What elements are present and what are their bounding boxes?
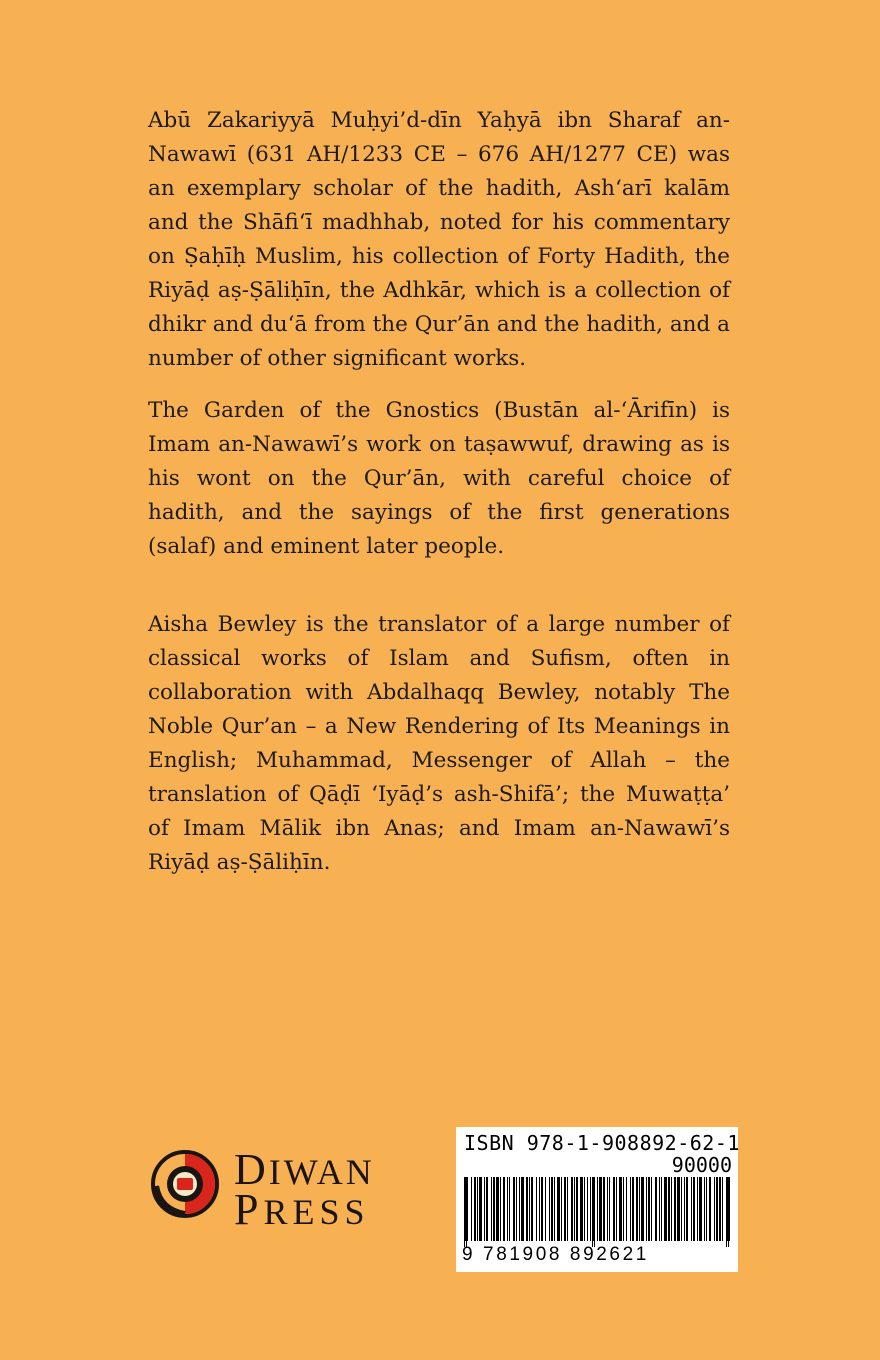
barcode-bar	[603, 1177, 605, 1241]
barcode-label	[456, 1127, 738, 1272]
barcode-bar	[587, 1177, 588, 1241]
barcode-bar	[599, 1177, 602, 1241]
publisher-logo	[150, 1140, 410, 1240]
barcode-bar	[706, 1177, 707, 1241]
barcode-bar	[529, 1177, 530, 1241]
barcode-bar	[636, 1177, 638, 1241]
barcode-bar	[639, 1177, 640, 1241]
barcode-bar	[729, 1177, 730, 1241]
barcode-bar	[539, 1177, 540, 1241]
barcode-bar	[561, 1177, 562, 1241]
barcode-bar	[632, 1177, 634, 1241]
barcode-bar	[684, 1177, 685, 1241]
barcode-bar	[693, 1177, 695, 1241]
book-description-text: The Garden of the Gnostics (Bustān al-‘Ārifīn) is Imam an-Nawawī’s work on taṣawwuf, drawing as is his wont on the Qur’ān, with careful choice of hadith, and the sayings of the first generations (salaf) and eminent later people.	[148, 398, 730, 559]
barcode-bar	[500, 1177, 501, 1241]
barcode-bar	[651, 1177, 652, 1241]
barcode-bar	[655, 1177, 657, 1241]
barcode-bar	[467, 1177, 468, 1241]
barcode-bar	[619, 1177, 622, 1241]
barcode-guard-bar	[728, 1177, 729, 1247]
author-bio-text: Abū Zakariyyā Muḥyi’d-dīn Yaḥyā ibn Sharaf an-Nawawī (631 AH/1233 CE – 676 AH/1277 CE) was an exemplary scholar of the hadith, Ash‘arī kalām and the Shāfi‘ī madhhab, noted for his commentary on Ṣaḥīḥ Muslim, his collection of Forty Hadith, the Riyāḍ aṣ-Ṣāliḥīn, the Adhkār, which is a collection of dhikr and du‘ā from the Qur’ān and the hadith, and a number of other significant works.	[148, 108, 730, 371]
barcode-bar	[686, 1177, 688, 1241]
barcode-bar	[580, 1177, 583, 1241]
barcode-guard-bar	[594, 1177, 595, 1247]
barcode-bar	[719, 1177, 721, 1241]
barcode-bar	[567, 1177, 568, 1241]
barcode-bar	[521, 1177, 524, 1241]
barcode-bar	[526, 1177, 528, 1241]
barcode-bar	[590, 1177, 591, 1241]
barcode-bar	[646, 1177, 647, 1241]
barcode-bar	[486, 1177, 488, 1241]
barcode-bar	[507, 1177, 508, 1241]
barcode-bar	[541, 1177, 543, 1241]
barcode-bar	[704, 1177, 705, 1241]
barcode-bar	[513, 1177, 515, 1241]
barcode-bar	[571, 1177, 573, 1241]
barcode-bar	[491, 1177, 492, 1241]
barcode-bar	[626, 1177, 627, 1241]
barcode-bar	[493, 1177, 495, 1241]
barcode-bar	[677, 1177, 680, 1241]
price-code: 90000	[671, 1153, 732, 1177]
barcode-bar	[516, 1177, 517, 1241]
barcode-bar	[609, 1177, 610, 1241]
barcode-bar	[479, 1177, 482, 1241]
barcode-bar	[674, 1177, 676, 1241]
book-description	[148, 394, 730, 564]
barcode-bar	[630, 1177, 631, 1241]
barcode-bar	[574, 1177, 575, 1241]
barcode-bar	[722, 1177, 723, 1241]
barcode-bar	[551, 1177, 553, 1241]
barcode-bar	[484, 1177, 485, 1241]
barcode-guard-bar	[592, 1177, 593, 1247]
barcode-bar	[623, 1177, 624, 1241]
barcode-bar	[648, 1177, 650, 1241]
barcode-bar	[671, 1177, 672, 1241]
barcode-bar	[531, 1177, 533, 1241]
barcode-bar	[477, 1177, 478, 1241]
diwan-press-emblem-icon	[150, 1148, 220, 1220]
barcode-guard-bar	[464, 1177, 465, 1247]
barcode-bar	[474, 1177, 476, 1241]
barcode-bar	[597, 1177, 598, 1241]
barcode-bar	[503, 1177, 505, 1241]
barcode-guard-bar	[466, 1177, 467, 1247]
barcode-bar	[659, 1177, 660, 1241]
barcode-bar	[471, 1177, 472, 1241]
barcode-bar	[509, 1177, 510, 1241]
barcode-bar	[607, 1177, 608, 1241]
isbn-text: ISBN 978-1-908892-62-1	[464, 1131, 740, 1155]
barcode-bar	[576, 1177, 578, 1241]
barcode-bar	[716, 1177, 718, 1241]
translator-bio	[148, 608, 730, 880]
ean-digits: 9 781908 892621	[462, 1244, 649, 1265]
publisher-name-line2: PRESS	[234, 1185, 370, 1234]
barcode-bar	[668, 1177, 670, 1241]
barcode-bar	[681, 1177, 682, 1241]
barcode-bar	[714, 1177, 715, 1241]
publisher-name-line1: DIWAN	[234, 1145, 375, 1194]
barcode-bar	[557, 1177, 560, 1241]
barcode-bar	[519, 1177, 520, 1241]
barcode-bar	[661, 1177, 662, 1241]
barcode-guard-bar	[726, 1177, 727, 1247]
barcode-bar	[549, 1177, 550, 1241]
barcode-bar	[699, 1177, 702, 1241]
barcode-bar	[564, 1177, 566, 1241]
translator-bio-text: Aisha Bewley is the translator of a large number of classical works of Islam and Sufism, often in collaboration with Abdalhaqq Bewley, notably The Noble Qur’an – a New Rendering of Its Meanings in English; Muhammad, Messenger of Allah – the translation of Qāḍī ‘Iyāḍ’s ash-Shifā’; the Muwaṭṭa’ of Imam Mālik ibn Anas; and Imam an-Nawawī’s Riyāḍ aṣ-Ṣāliḥīn.	[148, 612, 730, 875]
author-bio	[148, 104, 730, 376]
barcode-bar	[664, 1177, 667, 1241]
barcode-bar	[536, 1177, 537, 1241]
barcode-bar	[697, 1177, 698, 1241]
barcode-bar	[554, 1177, 555, 1241]
barcode-bar	[545, 1177, 546, 1241]
barcode-bar	[496, 1177, 499, 1241]
barcode-bar	[616, 1177, 617, 1241]
barcode-bar	[709, 1177, 711, 1241]
barcode-bar	[641, 1177, 644, 1241]
barcode-bar	[613, 1177, 615, 1241]
barcode-bar	[584, 1177, 585, 1241]
barcode-bar	[691, 1177, 692, 1241]
